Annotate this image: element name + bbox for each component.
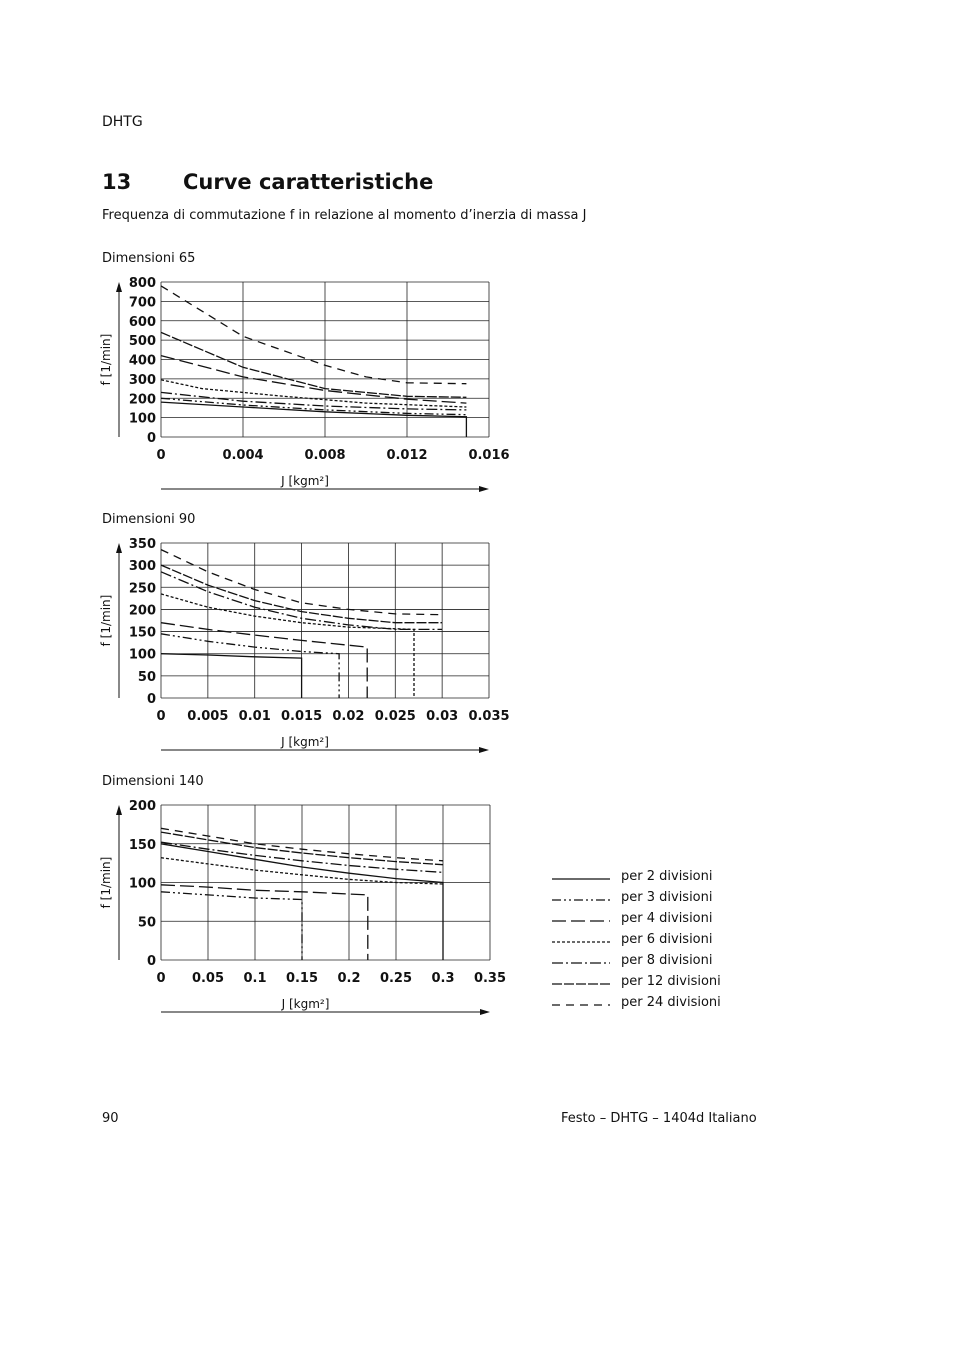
legend-item [552, 911, 752, 932]
section-intro: Frequenza di commutazione f in relazione al momento d’inerzia di massa J [102, 208, 587, 223]
legend-label: per 2 divisioni [621, 869, 713, 884]
footer-page-number: 90 [102, 1111, 119, 1126]
x-axis-label: J [kgm²] [281, 997, 330, 1011]
y-tick-label: 600 [128, 314, 156, 330]
x-tick-label: 0.1 [243, 971, 267, 986]
legend-item [552, 890, 752, 911]
x-tick-label: 0.016 [468, 448, 510, 463]
subsection-label-65: Dimensioni 65 [102, 251, 196, 266]
legend-item [552, 953, 752, 974]
x-tick-label: 0.035 [468, 709, 510, 724]
x-tick-label: 0.004 [222, 448, 264, 463]
x-tick-label: 0.03 [426, 709, 459, 724]
y-tick-label: 100 [128, 876, 156, 892]
subsection-label-140: Dimensioni 140 [102, 774, 204, 789]
y-tick-label: 0 [146, 954, 156, 969]
legend-line-swatch [552, 1000, 612, 1010]
y-tick-label: 300 [128, 559, 156, 575]
y-tick-label: 800 [128, 276, 156, 291]
legend-line-swatch [552, 958, 612, 968]
y-axis-label: f [1/min] [99, 594, 113, 647]
series-line-per-4-divisioni [161, 885, 368, 960]
x-tick-label: 0.25 [379, 971, 413, 986]
x-tick-label: 0 [156, 709, 166, 724]
legend-item [552, 974, 752, 995]
y-tick-label: 250 [128, 581, 156, 597]
x-axis-label: J [kgm²] [281, 474, 329, 488]
x-axis-arrow-head [480, 1009, 490, 1015]
chart-legend [552, 869, 752, 1016]
y-tick-label: 50 [137, 915, 156, 931]
legend-item [552, 932, 752, 953]
y-tick-label: 0 [146, 692, 156, 707]
y-tick-label: 100 [128, 647, 156, 663]
y-tick-label: 300 [128, 372, 156, 388]
legend-line-swatch [552, 895, 612, 905]
y-tick-label: 50 [137, 669, 156, 685]
y-tick-label: 150 [128, 625, 156, 641]
y-tick-label: 0 [146, 431, 156, 446]
legend-line-swatch [552, 937, 612, 947]
section-title: Curve caratteristiche [183, 170, 434, 194]
x-tick-label: 0.2 [337, 971, 361, 986]
section-number: 13 [102, 170, 132, 194]
x-tick-label: 0.01 [238, 709, 271, 724]
legend-line-swatch [552, 874, 612, 884]
x-tick-label: 0.012 [386, 448, 428, 463]
y-tick-label: 100 [128, 411, 156, 427]
legend-label: per 12 divisioni [621, 974, 721, 989]
legend-item [552, 995, 752, 1016]
x-tick-label: 0.35 [473, 971, 507, 986]
x-tick-label: 0.05 [191, 971, 225, 986]
x-tick-label: 0.008 [304, 448, 346, 463]
y-tick-label: 500 [128, 334, 156, 350]
x-tick-label: 0.015 [281, 709, 323, 724]
x-tick-label: 0.3 [431, 971, 455, 986]
legend-label: per 3 divisioni [621, 890, 713, 905]
footer-document-id: Festo – DHTG – 1404d Italiano [561, 1111, 757, 1126]
subsection-label-90: Dimensioni 90 [102, 512, 196, 527]
y-tick-label: 200 [128, 799, 156, 814]
x-tick-label: 0.15 [285, 971, 319, 986]
y-axis-label: f [1/min] [99, 333, 113, 386]
y-tick-label: 350 [128, 537, 156, 552]
x-axis-label: J [kgm²] [281, 735, 329, 749]
legend-label: per 24 divisioni [621, 995, 721, 1010]
y-tick-label: 200 [128, 392, 156, 408]
legend-label: per 6 divisioni [621, 932, 713, 947]
legend-label: per 8 divisioni [621, 953, 713, 968]
x-tick-label: 0.005 [187, 709, 229, 724]
legend-line-swatch [552, 916, 612, 926]
y-axis-label: f [1/min] [99, 856, 113, 909]
legend-label: per 4 divisioni [621, 911, 713, 926]
series-line-per-3-divisioni [161, 892, 302, 960]
legend-line-swatch [552, 979, 612, 989]
y-tick-label: 200 [128, 603, 156, 619]
x-tick-label: 0 [156, 971, 166, 986]
y-tick-label: 400 [128, 353, 156, 369]
x-tick-label: 0 [156, 448, 166, 463]
x-tick-label: 0.02 [332, 709, 365, 724]
y-tick-label: 150 [128, 837, 156, 853]
y-tick-label: 700 [128, 295, 156, 311]
y-axis-arrow-head [116, 805, 122, 815]
x-tick-label: 0.025 [374, 709, 416, 724]
legend-item [552, 869, 752, 890]
header-product-label: DHTG [102, 114, 143, 130]
